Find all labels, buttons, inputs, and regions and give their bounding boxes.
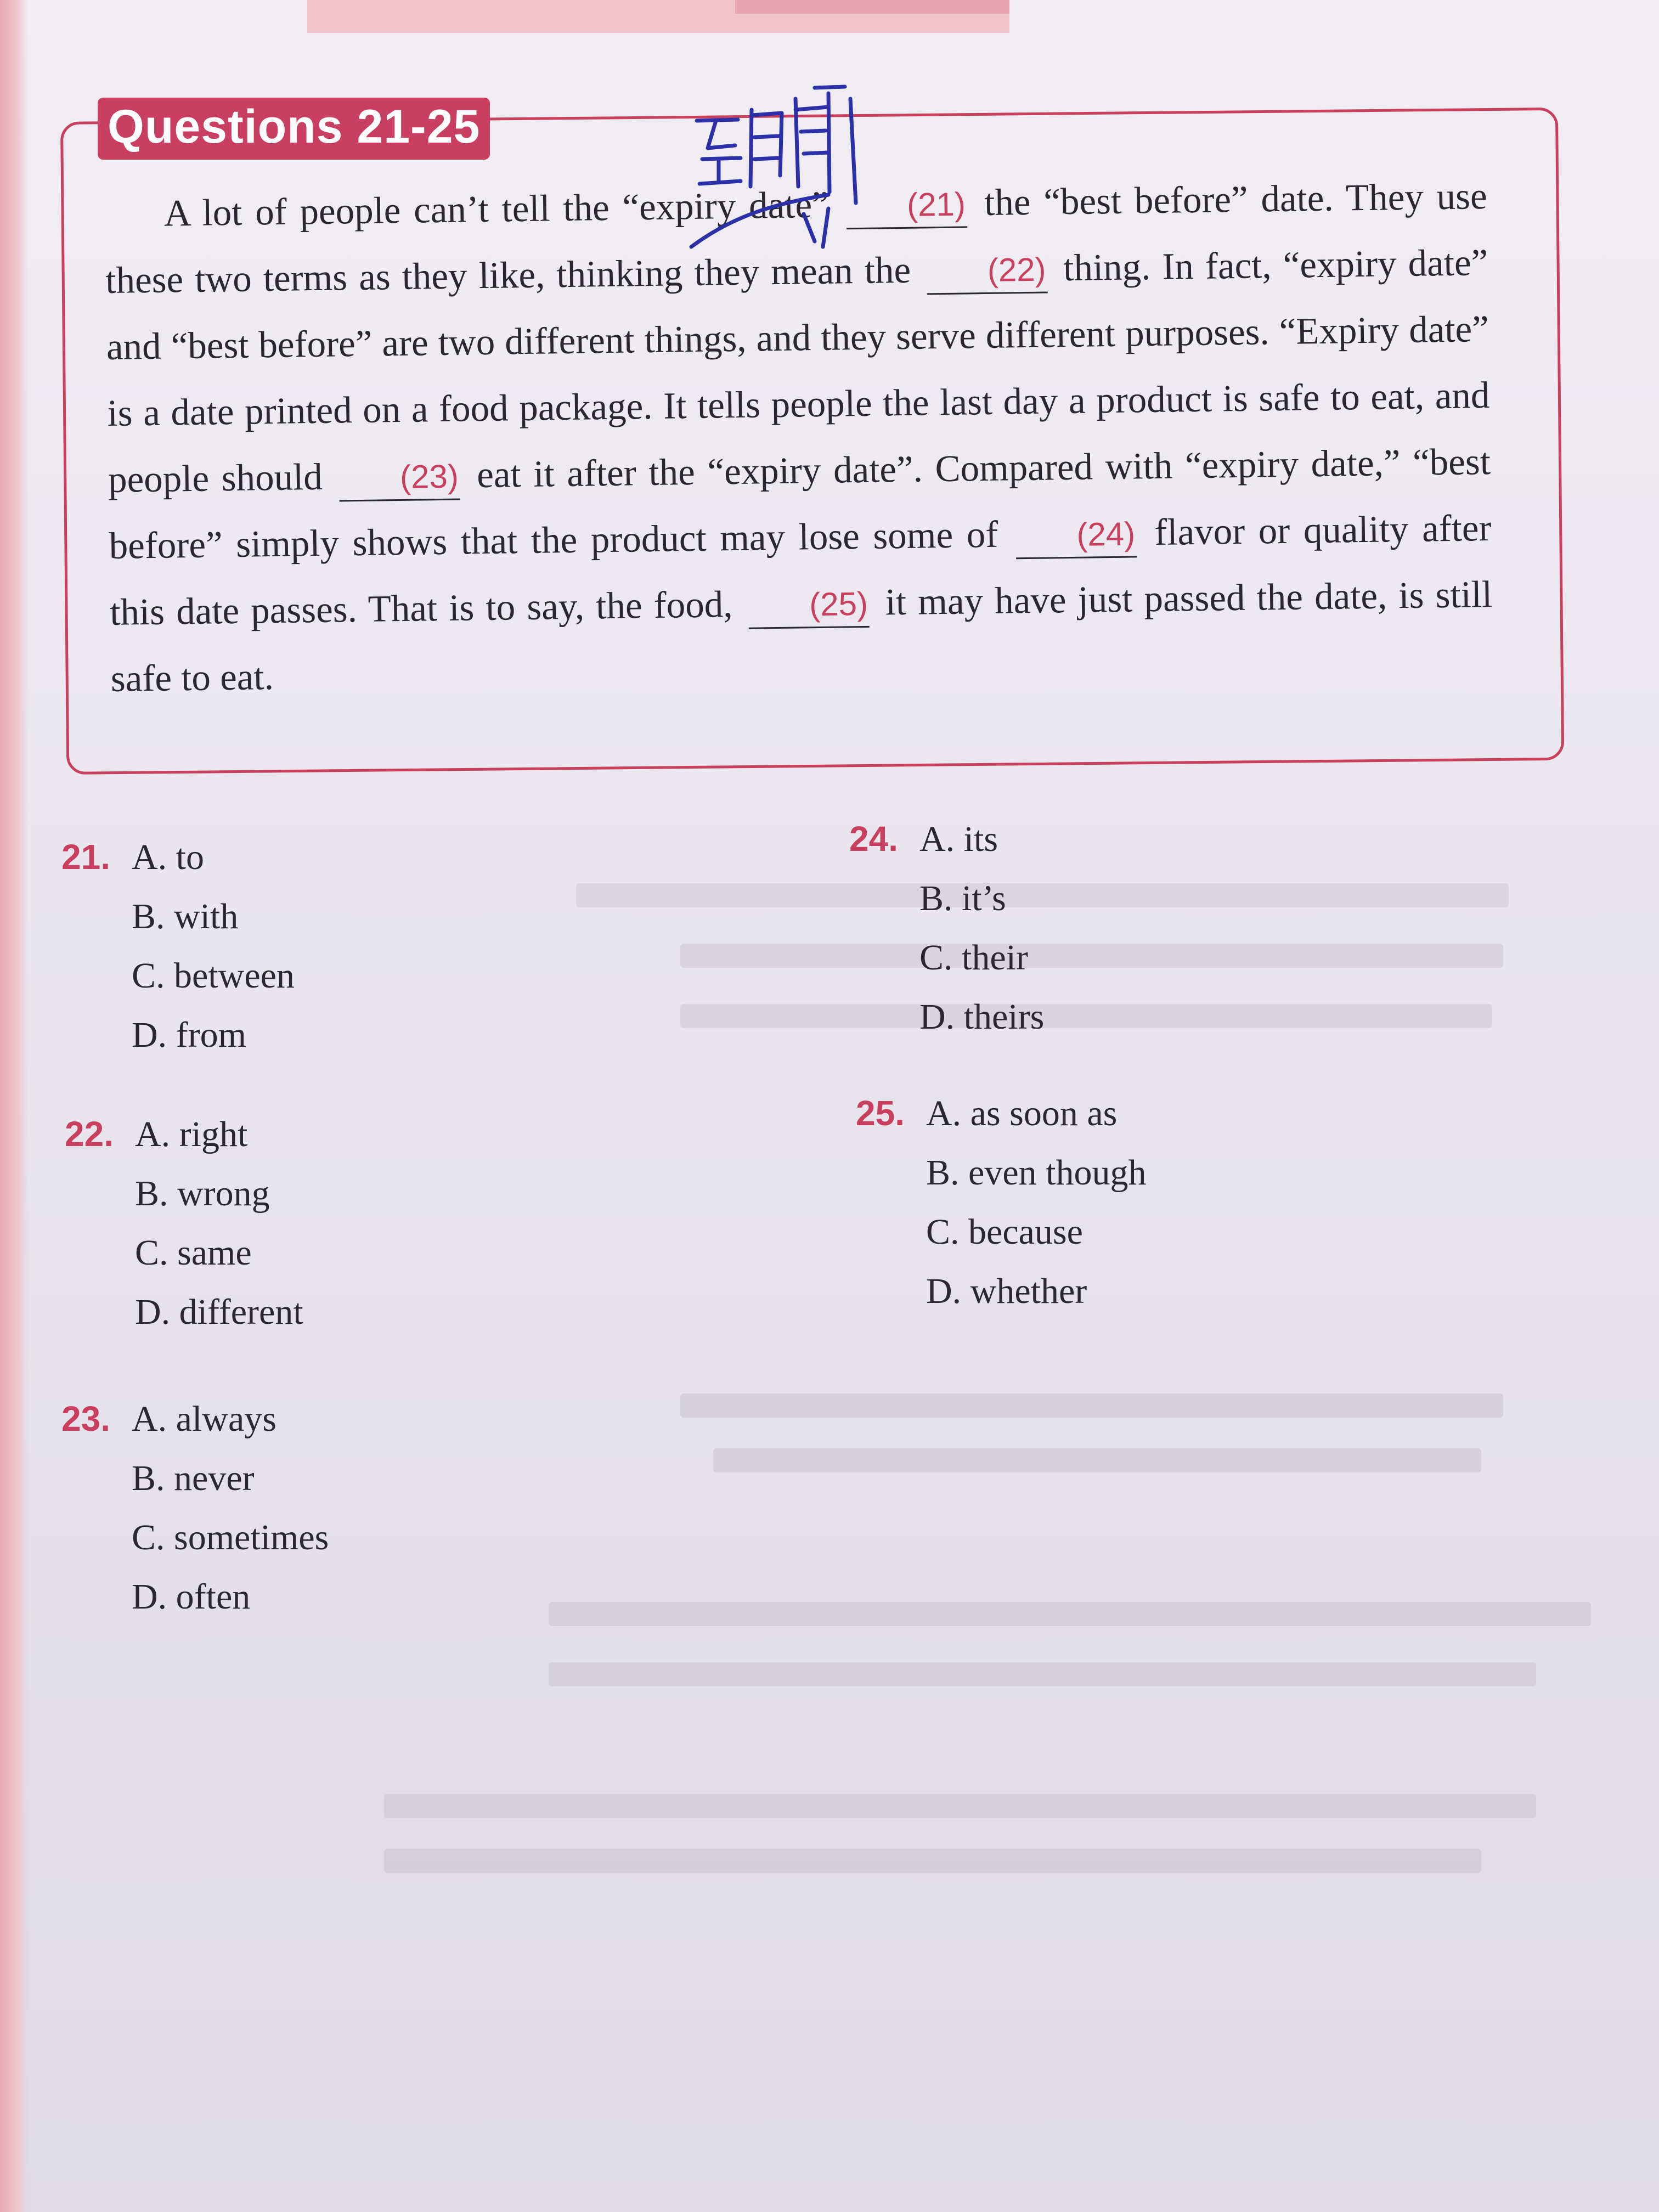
question-number: 23. [61, 1399, 110, 1438]
option-b[interactable]: B. with [132, 896, 239, 936]
option-a[interactable]: A. right [135, 1114, 248, 1154]
option-c[interactable]: C. between [132, 956, 295, 996]
blank-23: (23) [339, 455, 460, 502]
question-number: 25. [856, 1093, 905, 1133]
top-edge-pink-dark [735, 0, 1009, 14]
question-number: 24. [849, 819, 898, 859]
option-c[interactable]: C. their [919, 938, 1028, 978]
option-d[interactable]: D. often [132, 1577, 251, 1617]
page-left-edge [0, 0, 29, 2212]
question-25 [856, 1084, 1146, 1321]
option-b[interactable]: B. never [132, 1458, 255, 1498]
show-through-text [384, 1849, 1481, 1873]
option-c[interactable]: C. because [926, 1212, 1083, 1252]
option-a[interactable]: A. its [919, 819, 998, 859]
show-through-text [384, 1794, 1536, 1818]
option-d[interactable]: D. from [132, 1015, 246, 1055]
question-21 [61, 827, 295, 1065]
blank-22: (22) [927, 248, 1048, 295]
question-number: 22. [65, 1114, 114, 1154]
question-22 [65, 1104, 303, 1342]
option-c[interactable]: C. sometimes [132, 1517, 329, 1558]
passage-text: the “best before” date. They use these two terms as they like, thinking they mean the [105, 175, 1488, 301]
blank-25: (25) [748, 582, 870, 629]
option-a[interactable]: A. to [132, 837, 204, 877]
blank-24: (24) [1015, 512, 1137, 559]
passage-text: flavor or quality after this date passes. That is to say, the food, [109, 506, 1492, 633]
option-c[interactable]: C. same [135, 1233, 252, 1273]
handwritten-annotation [686, 77, 905, 307]
option-d[interactable]: D. whether [926, 1271, 1087, 1311]
option-b[interactable]: B. wrong [135, 1173, 270, 1214]
option-b[interactable]: B. it’s [919, 878, 1006, 918]
option-a[interactable]: A. always [132, 1399, 276, 1439]
show-through-text [680, 1393, 1503, 1418]
show-through-text [680, 944, 1503, 968]
passage-text: it may have just passed the date, is still safe to eat. [110, 573, 1493, 699]
option-a[interactable]: A. as soon as [926, 1093, 1118, 1133]
passage-text: thing. In fact, “expiry date” and “best before” are two different things, and they serve different purposes. “Expiry date” is a date printed on a food package. It tells people the last day a product is safe to eat, and people should [106, 241, 1490, 500]
question-23 [61, 1389, 329, 1627]
section-title: Questions 21-25 [98, 98, 490, 160]
show-through-text [680, 1004, 1492, 1028]
option-d[interactable]: D. theirs [919, 997, 1045, 1037]
option-b[interactable]: B. even though [926, 1153, 1147, 1193]
show-through-text [549, 1662, 1536, 1686]
question-number: 21. [61, 837, 110, 877]
passage-text: A lot of people can’t tell the “expiry date” [163, 183, 830, 234]
blank-21: (21) [846, 182, 967, 229]
question-24 [849, 809, 1044, 1047]
show-through-text [713, 1448, 1481, 1472]
show-through-text [549, 1602, 1591, 1626]
passage-text: eat it after the “expiry date”. Compared with “expiry date,” “best before” simply shows that the product may lose some of [109, 440, 1491, 567]
option-d[interactable]: D. different [135, 1292, 303, 1332]
